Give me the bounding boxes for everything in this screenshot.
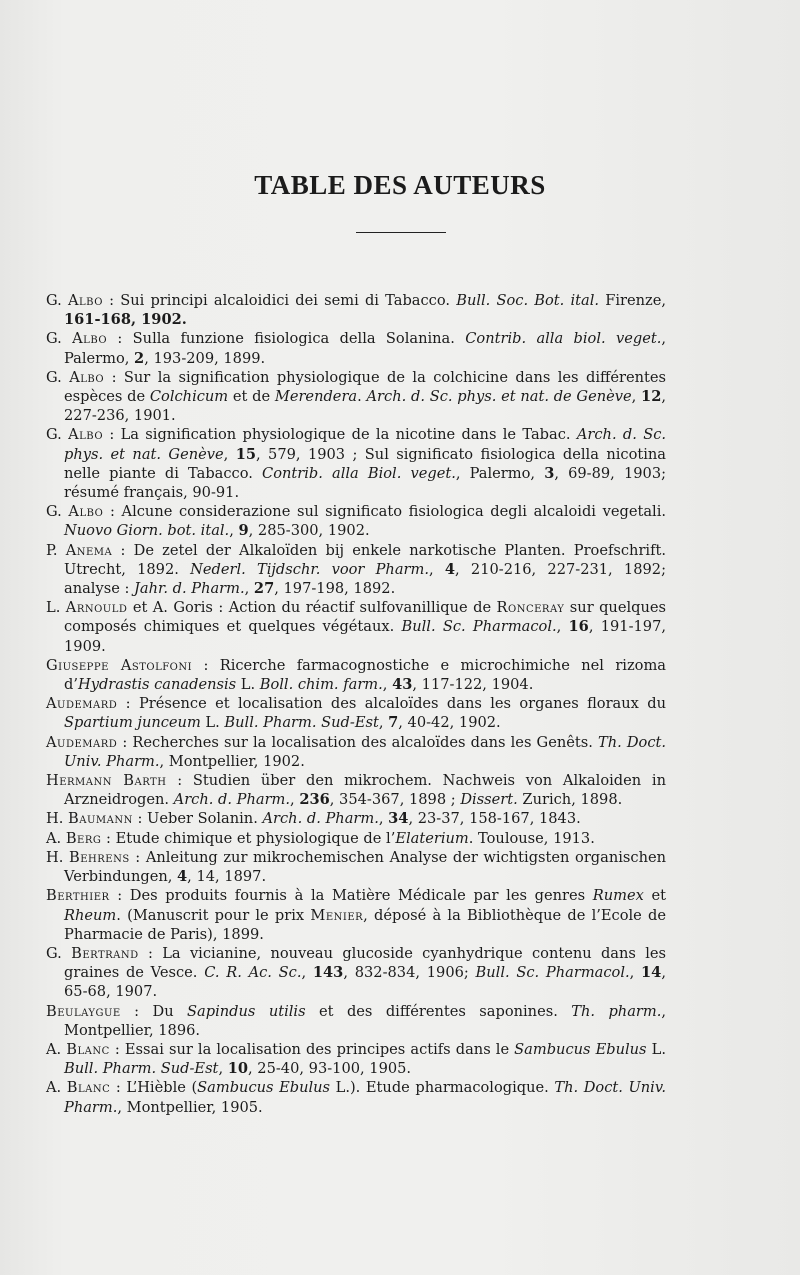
entry: P. Anema : De zetel der Alkaloïden bij enkele narkotische Planten. Proefschrift. Utrecht, 1892. Nederl. Tijdschr. voor Pharm., 4, 210-216, 227-231, 1892; analyse : Jahr. d. Pharm., 27, 197-198, 1892. bbox=[46, 541, 666, 598]
entry: Hermann Barth : Studien über den mikrochem. Nachweis von Alkaloiden in Arzneidrogen. Arch. d. Pharm., 236, 354-367, 1898 ; Dissert. Zurich, 1898. bbox=[46, 772, 666, 809]
entry: G. Albo : Sur la signification physiologique de la colchicine dans les différentes espèces de Colchicum et de Merendera. Arch. d. Sc. phys. et nat. de Genève, 12, 227-236, 1901. bbox=[46, 368, 666, 425]
entry: L. Arnould et A. Goris : Action du réactif sulfovanillique de Ronceray sur quelques composés chimiques et quelques végétaux. Bull. Sc. Pharmacol., 16, 191-197, 1909. bbox=[46, 599, 667, 655]
entry: H. Baumann : Ueber Solanin. Arch. d. Pharm., 34, 23-37, 158-167, 1843. bbox=[46, 810, 581, 828]
entry: A. Berg : Etude chimique et physiologique de l’Elaterium. Toulouse, 1913. bbox=[46, 829, 595, 847]
entry: G. Albo : Alcune considerazione sul significato fisiologica degli alcaloidi vegetali. Nuovo Giorn. bot. ital., 9, 285-300, 1902. bbox=[46, 503, 666, 540]
entry: G. Albo : Sui principi alcaloidici dei semi di Tabacco. Bull. Soc. Bot. ital. Firenze, 161-168, 1902. bbox=[46, 292, 667, 329]
entry: Audemard : Présence et localisation des alcaloïdes dans les organes floraux du Spartium junceum L. Bull. Pharm. Sud-Est, 7, 40-42, 1902. bbox=[46, 695, 666, 732]
entry: H. Behrens : Anleitung zur mikrochemischen Analyse der wichtigsten organischen Verbindungen, 4, 14, 1897. bbox=[46, 848, 667, 886]
page-title: TABLE DES AUTEURS bbox=[254, 170, 546, 200]
entry: G. Albo : La signification physiologique de la nicotine dans le Tabac. Arch. d. Sc. phys. et nat. Genève, 15, 579, 1903 ; Sul significato fisiologica della nicotina nelle piante di Tabacco. Contrib. alla Biol. veget., Palermo, 3, 69-89, 1903; résumé français, 90-91. bbox=[46, 426, 667, 502]
entry: Beulaygue : Du Sapindus utilis et des différentes saponines. Th. pharm., Montpellier, 1896. bbox=[46, 1002, 667, 1039]
author-list bbox=[46, 291, 666, 1117]
entry: A. Blanc : Essai sur la localisation des principes actifs dans le Sambucus Ebulus L. Bull. Pharm. Sud-Est, 10, 25-40, 93-100, 1905. bbox=[46, 1040, 666, 1078]
entry: G. Albo : Sulla funzione fisiologica della Solanina. Contrib. alla biol. veget., Palermo, 2, 193-209, 1899. bbox=[46, 330, 666, 367]
entry: Giuseppe Astolfoni : Ricerche farmacognostiche e microchimiche nel rizoma d’Hydrastis canadensis L. Boll. chim. farm., 43, 117-122, 1904. bbox=[46, 656, 666, 694]
entry: Audemard : Recherches sur la localisation des alcaloïdes dans les Genêts. Th. Doct. Univ. Pharm., Montpellier, 1902. bbox=[46, 733, 667, 770]
title-rule bbox=[356, 232, 446, 233]
entry: A. Blanc : L’Hièble (Sambucus Ebulus L.). Etude pharmacologique. Th. Doct. Univ. Pharm., Montpellier, 1905. bbox=[46, 1079, 667, 1116]
entry: Berthier : Des produits fournis à la Matière Médicale par les genres Rumex et Rheum. (Manuscrit pour le prix Menier, déposé à la Bibliothèque de l’Ecole de Pharmacie de Paris), 1899. bbox=[46, 887, 667, 943]
entry: G. Bertrand : La vicianine, nouveau glucoside cyanhydrique contenu dans les graines de Vesce. C. R. Ac. Sc., 143, 832-834, 1906; Bull. Sc. Pharmacol., 14, 65-68, 1907. bbox=[46, 944, 667, 1001]
